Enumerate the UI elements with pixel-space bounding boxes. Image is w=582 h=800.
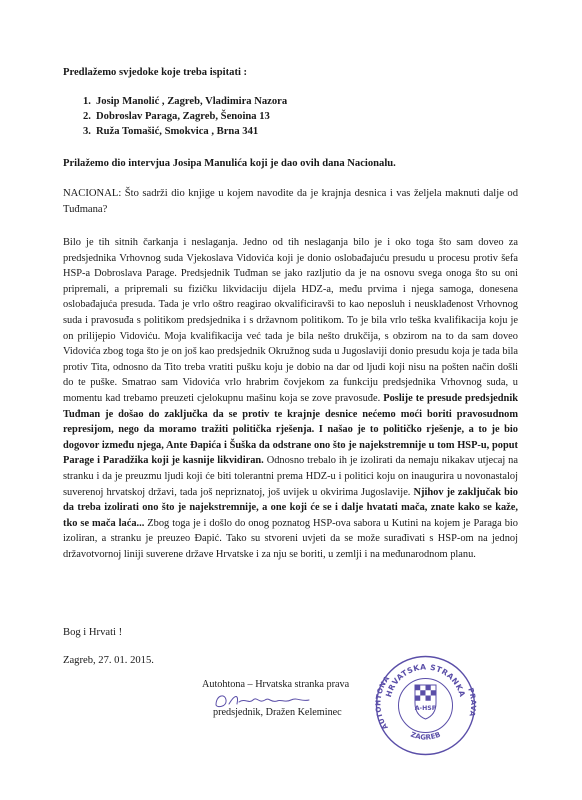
- witness-text: Josip Manolić , Zagreb, Vladimira Nazora: [96, 96, 288, 107]
- answer-bold-text: Poslije te presude predsjednik Tuđman je došao do zaključka da se protiv te krajnje desnice nećemo moći boriti pravosudnom represijom, nego da moramo tražiti politička rješenja. I našao je to političko rješenje, a to je bio dogovor između njega, Ante Đapića i Šuška da odstrane ono što je najekstremnije u tom HSP-u, poput Parage i Paradžika koji je kasnije likvidiran.: [63, 392, 518, 467]
- list-item: [83, 109, 287, 124]
- closing-salutation: Bog i Hrvati !: [63, 627, 123, 638]
- signer-name: predsjednik, Dražen Keleminec: [213, 707, 342, 718]
- answer-text: Bilo je tih sitnih čarkanja i neslaganja. Jedno od tih neslaganja bilo je i oko toga što sam doveo za predsjednika Vrhovnog suda Vjekoslava Vidovića koji je donio oslobađajuću presudu u procesu protiv šefa HSP-a Dobroslava Parage. Predsjednik Tuđman se jako razljutio da je na osnovu svega onoga što su oni pripremali, a pripremali su fizičku likvidaciju dijela HDZ-a, među prvima i njega samoga, donesena oslobađajuća presuda. Tada je vrlo oštro reagirao okvalificiravši to kao neposluh i neusklađenost Vrhovnog suda i pravosuđa s politikom predsjednika i s državnom politikom. To je bila vrlo teška kvalifikacija koju je on prilijepio Vidoviću. Moja kvalifikacija već tada je bila nešto drukčija, s obzirom na to da sam doveo Vidovića zbog toga što je on još kao predsjednik Okružnog suda u Jugoslaviji donio presudu koja je tada bila protiv Tita, odnosno da Tito treba vratiti pušku koju je dobio na dar od ljudi koji nisu na pošten način došli do te puške. Smatrao sam Vidovića vrlo hrabrim čovjekom za funkciju predsjednika Vrhovnog suda, u momentu kad trebamo preuzeti cjelokupnu mašinu koja se zove pravosuđe.: [63, 237, 518, 404]
- svg-text:AUTOHTONA: AUTOHTONA: [374, 674, 392, 731]
- answer-text: Odnosno trebalo ih je izolirati da nemaju nikakav utjecaj na stranku i da je preuzmu ljudi koji će biti tolerantni prema HDZ-u i politici koju on inaugurira u novonastaloj suverenoj hrvatskoj državi, tada još nepriznatoj, još uvijek u okvirima Jugoslavije.: [63, 455, 518, 498]
- document-date: Zagreb, 27. 01. 2015.: [63, 655, 154, 666]
- interview-answer: [63, 235, 518, 562]
- witness-list: [83, 94, 287, 139]
- list-item: [83, 94, 287, 109]
- stamp-center-text: A-HSP: [414, 705, 437, 712]
- witness-text: Ruža Tomašić, Smokvica , Brna 341: [96, 126, 259, 137]
- list-number: 2.: [83, 111, 91, 122]
- interview-intro: Prilažemo dio intervjua Josipa Manulića koji je dao ovih dana Nacionalu.: [63, 158, 396, 169]
- list-number: 1.: [83, 96, 91, 107]
- list-item: [83, 124, 287, 139]
- organization-name: Autohtona – Hrvatska stranka prava: [202, 679, 350, 690]
- answer-bold-text: Njihov je zaključak bio da treba izolirati ono što je najekstremnije, a one koji će se i dalje hvatati mača, znate kako se kaže, tko se mača laća...: [63, 486, 519, 529]
- interview-question: NACIONAL: Što sadrži dio knjige u kojem navodite da je krajnja desnica i vas željela maknuti dalje od Tuđmana?: [63, 188, 518, 215]
- list-number: 3.: [83, 126, 91, 137]
- svg-text:HRVATSKA STRANKA: HRVATSKA STRANKA: [383, 662, 468, 699]
- answer-text: Zbog toga je i došlo do onog poznatog HSP-ova sabora u Kutini na kojem je Paraga bio izoliran, a stranku je preuzeo Đapić. Tako su stvoreni uvjeti da se može surađivati s HSP-om na jednoj državotvornoj liniji suverene države Hrvatske i za nju se boriti, u zemlji i na međunarodnom planu.: [63, 517, 518, 560]
- party-stamp: [373, 653, 478, 758]
- svg-text:PRAVA: PRAVA: [466, 686, 478, 718]
- witness-text: Dobroslav Paraga, Zagreb, Šenoina 13: [96, 111, 270, 122]
- checkerboard-shield-icon: [415, 685, 436, 719]
- svg-text:ZAGREB: ZAGREB: [409, 730, 442, 742]
- witness-heading: Predlažemo svjedoke koje treba ispitati :: [63, 67, 248, 78]
